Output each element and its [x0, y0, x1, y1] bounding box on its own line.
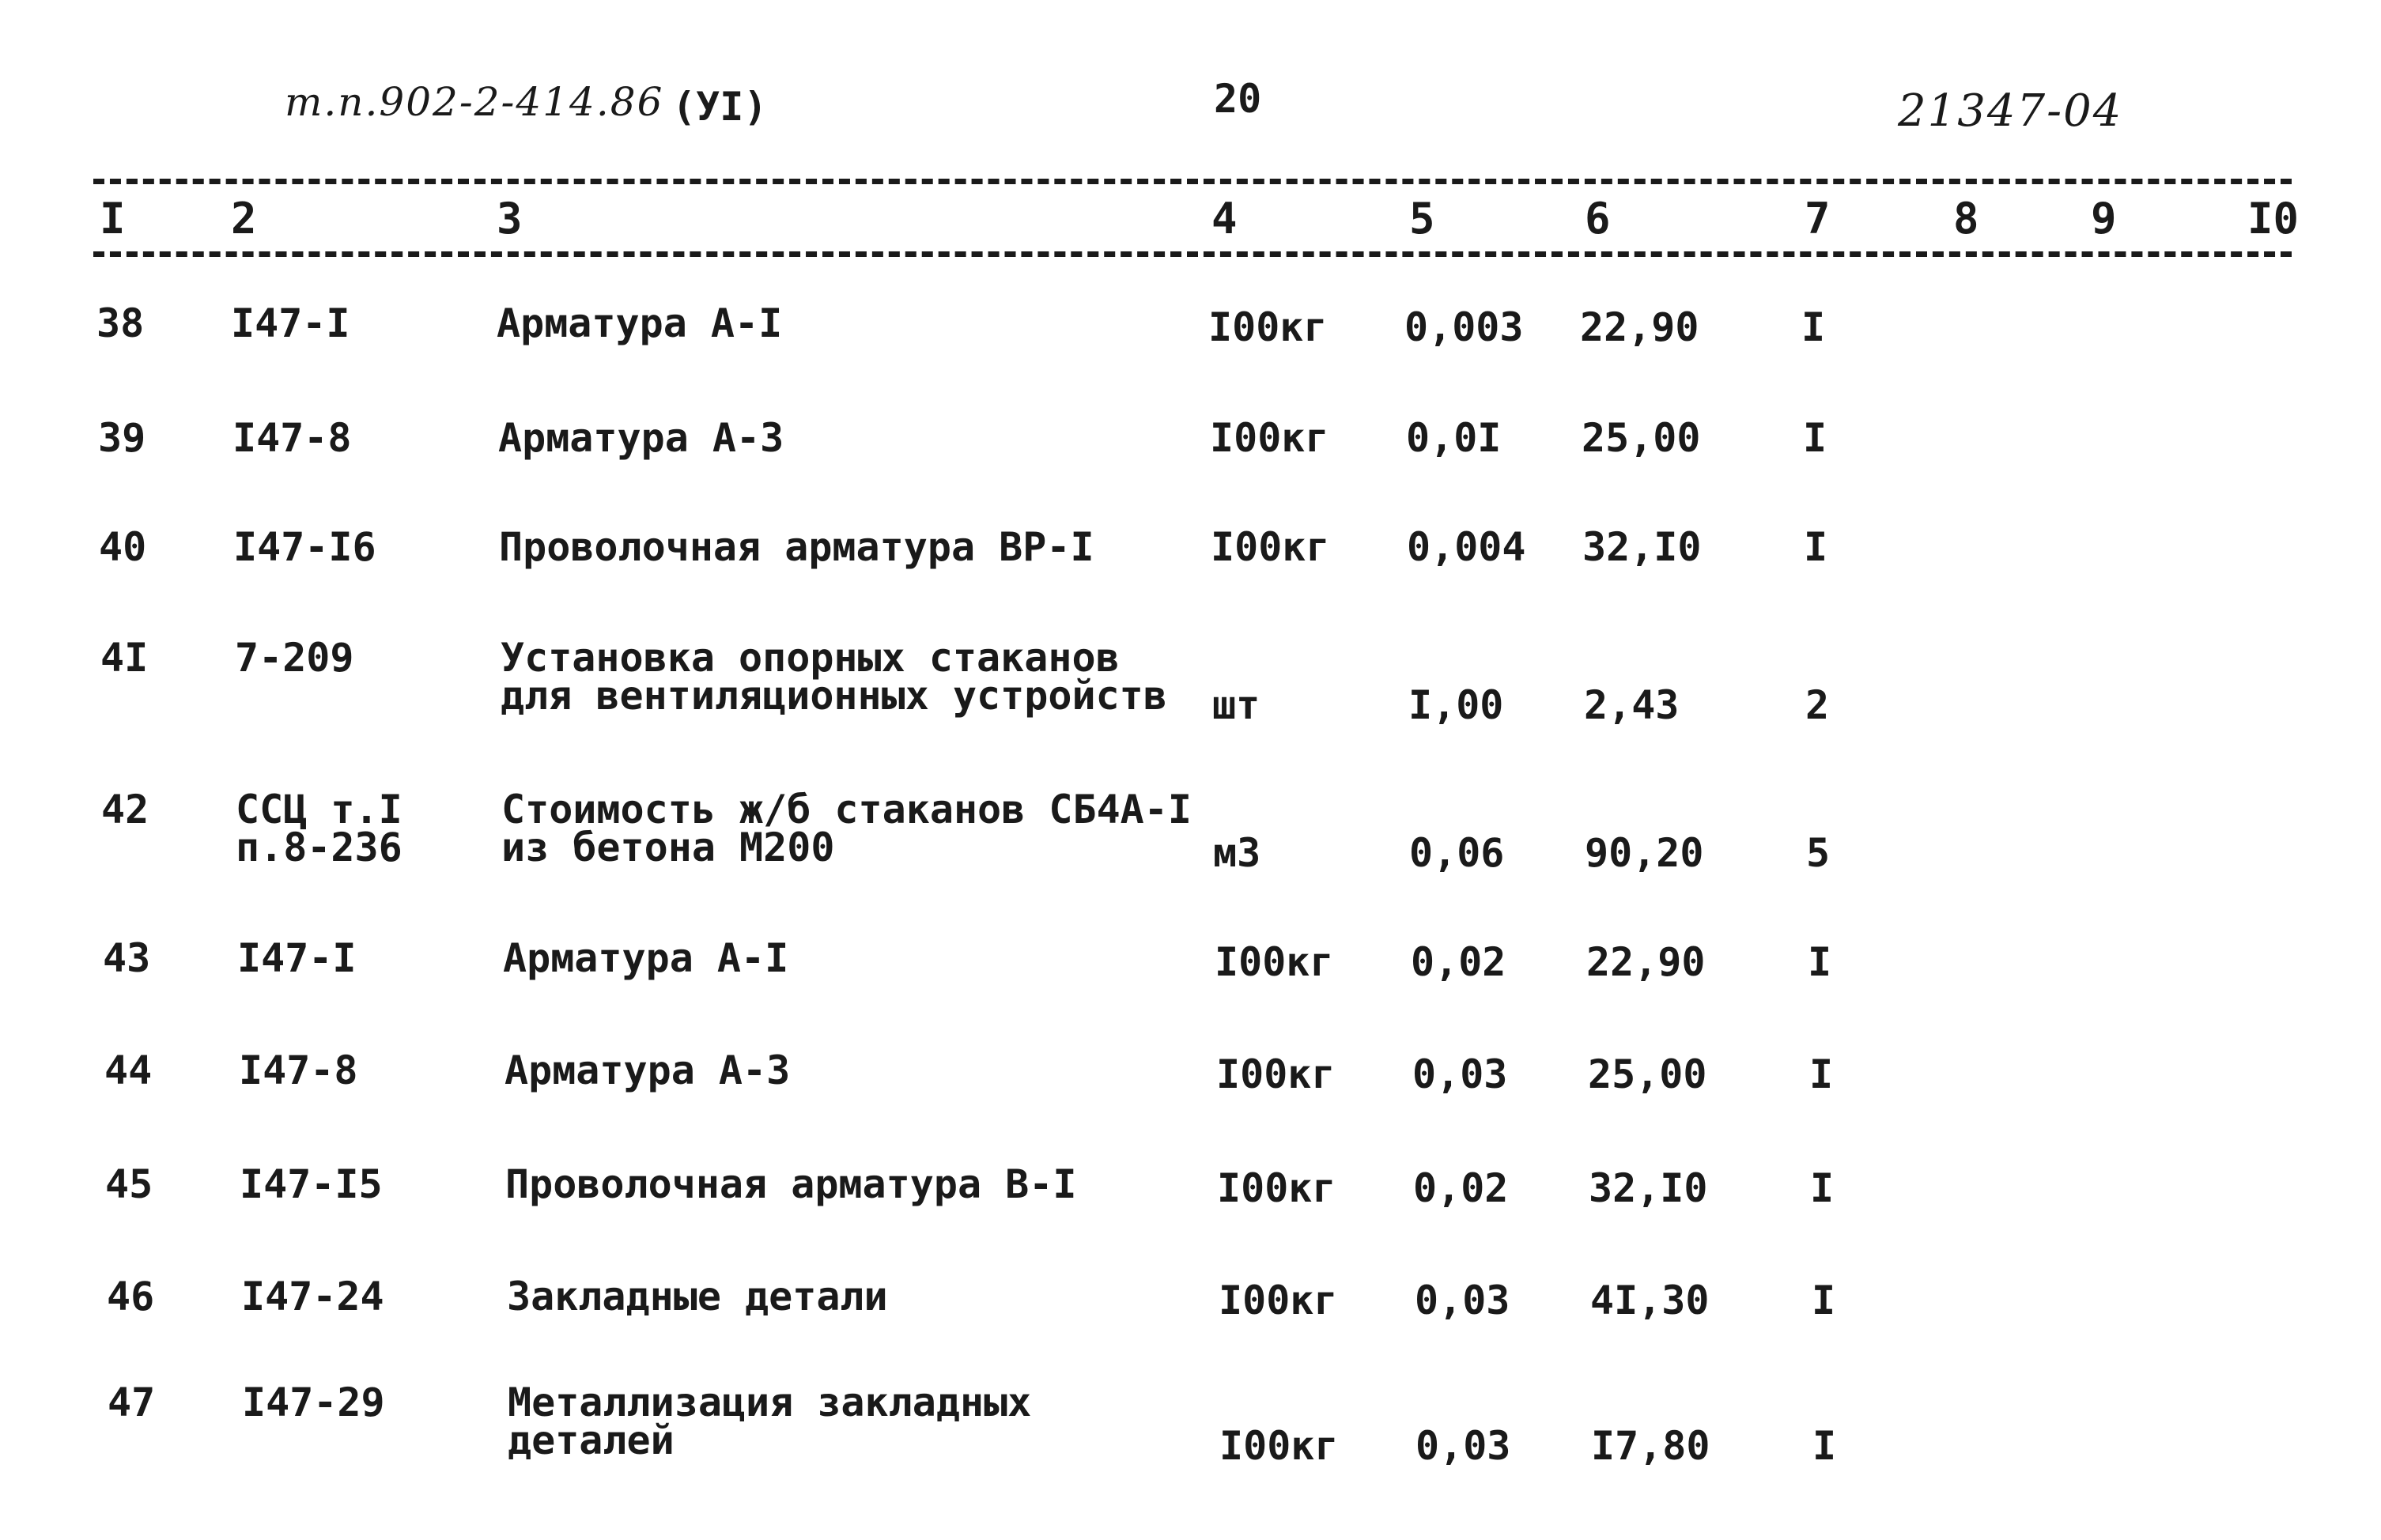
work-name: Проволочная арматура ВР-I	[499, 524, 1094, 570]
row-number: 46	[107, 1274, 155, 1319]
header-rule-bottom	[93, 251, 2292, 257]
work-name: Проволочная арматура В-I	[505, 1161, 1077, 1207]
unit: I00кг	[1216, 1051, 1336, 1097]
price-code: п.8-236	[236, 825, 403, 870]
row-number: 4I	[100, 635, 149, 681]
price-code: I47-I	[237, 935, 357, 981]
price-code: I47-8	[239, 1047, 358, 1093]
unit: шт	[1212, 682, 1260, 728]
unit: I00кг	[1208, 304, 1328, 350]
column-header: I0	[2247, 194, 2300, 243]
row-number: 39	[98, 415, 146, 461]
row-number: 42	[101, 787, 149, 832]
column-header: 4	[1211, 194, 1238, 243]
section-label: (УI)	[672, 84, 768, 130]
price-code: I47-8	[232, 415, 352, 461]
quantity: 0,03	[1412, 1051, 1508, 1097]
column-7-value: I	[1812, 1278, 1836, 1323]
unit: м3	[1213, 830, 1261, 876]
column-header: 5	[1409, 194, 1435, 243]
work-name: Арматура А-3	[505, 1047, 791, 1093]
quantity: 0,02	[1411, 939, 1506, 985]
column-7-value: I	[1812, 1423, 1837, 1469]
unit-price: 32,I0	[1589, 1165, 1708, 1211]
unit: I00кг	[1217, 1165, 1336, 1211]
quantity: 0,004	[1407, 524, 1526, 570]
column-header: 8	[1953, 194, 1979, 243]
price-code: I47-I5	[240, 1161, 383, 1207]
unit: I00кг	[1219, 1278, 1338, 1323]
column-7-value: I	[1809, 1051, 1834, 1097]
unit-price: 2,43	[1584, 682, 1680, 728]
column-header: 7	[1805, 194, 1831, 243]
quantity: 0,06	[1409, 830, 1505, 876]
unit-price: 32,I0	[1582, 524, 1702, 570]
price-code: I47-I	[231, 300, 350, 346]
row-number: 38	[96, 300, 145, 346]
work-name: из бетона М200	[501, 825, 835, 870]
unit-price: 25,00	[1588, 1051, 1707, 1097]
work-name: Стоимость ж/б стаканов СБ4А-I	[501, 787, 1192, 832]
column-header: 6	[1585, 194, 1611, 243]
work-name: Металлизация закладных	[508, 1380, 1032, 1425]
work-name: Установка опорных стаканов	[501, 635, 1120, 681]
unit: I00кг	[1215, 939, 1334, 985]
column-7-value: I	[1804, 524, 1828, 570]
row-number: 40	[99, 524, 147, 570]
price-code: I47-24	[241, 1274, 384, 1319]
column-header: 9	[2091, 194, 2117, 243]
quantity: 0,03	[1415, 1278, 1510, 1323]
unit: I00кг	[1211, 524, 1330, 570]
row-number: 43	[103, 935, 151, 981]
column-7-value: 2	[1805, 682, 1830, 728]
unit-price: 25,00	[1582, 415, 1701, 461]
work-name: Арматура А-3	[498, 415, 784, 461]
column-7-value: I	[1810, 1165, 1835, 1211]
column-header: 2	[231, 194, 257, 243]
doc-code: т.п.902-2-414.86	[285, 79, 664, 125]
unit-price: 22,90	[1580, 304, 1699, 350]
page-number: 20	[1214, 76, 1262, 122]
quantity: 0,03	[1415, 1423, 1511, 1469]
unit-price: 4I,30	[1590, 1278, 1710, 1323]
price-code: I47-29	[242, 1380, 385, 1425]
price-code: I47-I6	[233, 524, 376, 570]
album-code: 21347-04	[1898, 85, 2123, 137]
unit: I00кг	[1210, 415, 1329, 461]
price-code: 7-209	[235, 635, 354, 681]
work-name: Закладные детали	[507, 1274, 888, 1319]
row-number: 44	[104, 1047, 153, 1093]
work-name: Арматура А-I	[497, 300, 783, 346]
unit-price: I7,80	[1591, 1423, 1710, 1469]
work-name: деталей	[508, 1417, 675, 1463]
column-7-value: I	[1808, 939, 1832, 985]
row-number: 47	[108, 1380, 156, 1425]
work-name: Арматура А-I	[503, 935, 789, 981]
column-7-value: I	[1803, 415, 1827, 461]
header-rule-top	[93, 179, 2292, 184]
quantity: I,00	[1408, 682, 1504, 728]
unit-price: 90,20	[1585, 830, 1704, 876]
column-header: I	[100, 194, 126, 243]
row-number: 45	[105, 1161, 153, 1207]
unit-price: 22,90	[1586, 939, 1706, 985]
work-name: для вентиляционных устройств	[501, 673, 1167, 719]
quantity: 0,0I	[1406, 415, 1502, 461]
price-code: ССЦ т.I	[236, 787, 403, 832]
quantity: 0,003	[1404, 304, 1524, 350]
unit: I00кг	[1219, 1423, 1339, 1469]
quantity: 0,02	[1413, 1165, 1509, 1211]
column-header: 3	[497, 194, 523, 243]
column-7-value: I	[1801, 304, 1826, 350]
column-7-value: 5	[1806, 830, 1831, 876]
